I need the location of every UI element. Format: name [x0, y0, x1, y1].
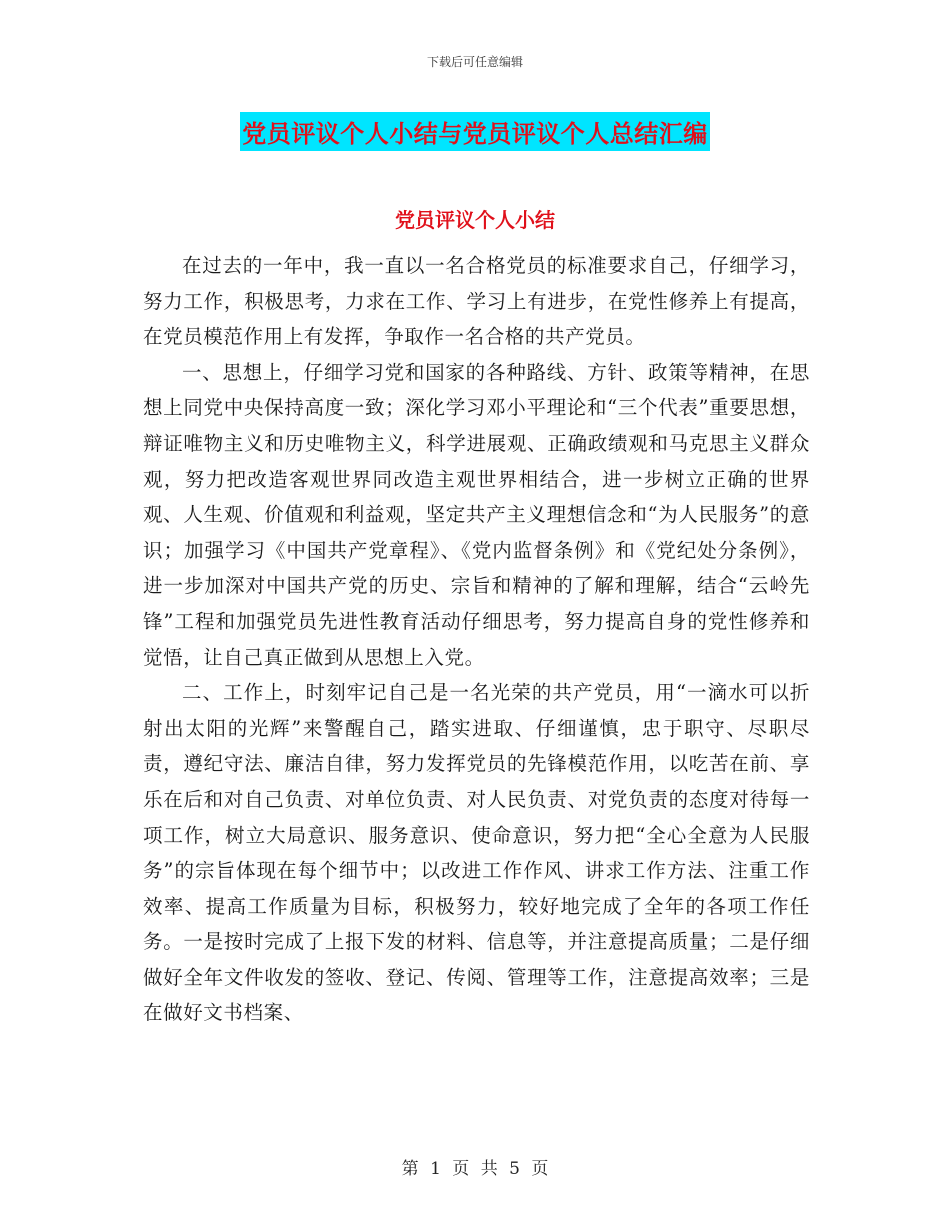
main-title: 党员评议个人小结与党员评议个人总结汇编	[240, 112, 710, 151]
paragraph-intro: 在过去的一年中，我一直以一名合格党员的标准要求自己，仔细学习，努力工作，积极思考，力求在工作、学习上有进步，在党性修养上有提高，在党员模范作用上有发挥，争取作一名合格的共产党员。	[143, 254, 810, 349]
paragraph-ideology: 一、思想上，仔细学习党和国家的各种路线、方针、政策等精神，在思想上同党中央保持高度一致；深化学习邓小平理论和“三个代表”重要思想，辩证唯物主义和历史唯物主义，科学进展观、正确政绩观和马克思主义群众观，努力把改造客观世界同改造主观世界相结合，进一步树立正确的世界观、人生观、价值观和利益观，坚定共产主义理想信念和“为人民服务”的意识；加强学习《中国共产党章程》、《党内监督条例》和《党纪处分条例》，进一步加深对中国共产党的历史、宗旨和精神的了解和理解，结合“云岭先锋”工程和加强党员先进性教育活动仔细思考，努力提高自身的党性修养和觉悟，让自己真正做到从思想上入党。	[143, 360, 810, 669]
main-title-container	[0, 112, 950, 151]
header-note: 下载后可任意编辑	[426, 55, 523, 69]
page-number-footer: 第 1 页 共 5 页	[401, 1159, 549, 1179]
body-text	[143, 248, 810, 1031]
paragraph-work: 二、工作上，时刻牢记自己是一名光荣的共产党员，用“一滴水可以折射出太阳的光辉”来警醒自己，踏实进取、仔细谨慎，忠于职守、尽职尽责，遵纪守法、廉洁自律，努力发挥党员的先锋模范作用，以吃苦在前、享乐在后和对自己负责、对单位负责、对人民负责、对党负责的态度对待每一项工作，树立大局意识、服务意识、使命意识，努力把“全心全意为人民服务”的宗旨体现在每个细节中；以改进工作作风、讲求工作方法、注重工作效率、提高工作质量为目标，积极努力，较好地完成了全年的各项工作任务。一是按时完成了上报下发的材料、信息等，并注意提高质量；二是仔细做好全年文件收发的签收、登记、传阅、管理等工作，注意提高效率；三是在做好文书档案、	[143, 681, 810, 1025]
section-title: 党员评议个人小结	[395, 208, 555, 232]
